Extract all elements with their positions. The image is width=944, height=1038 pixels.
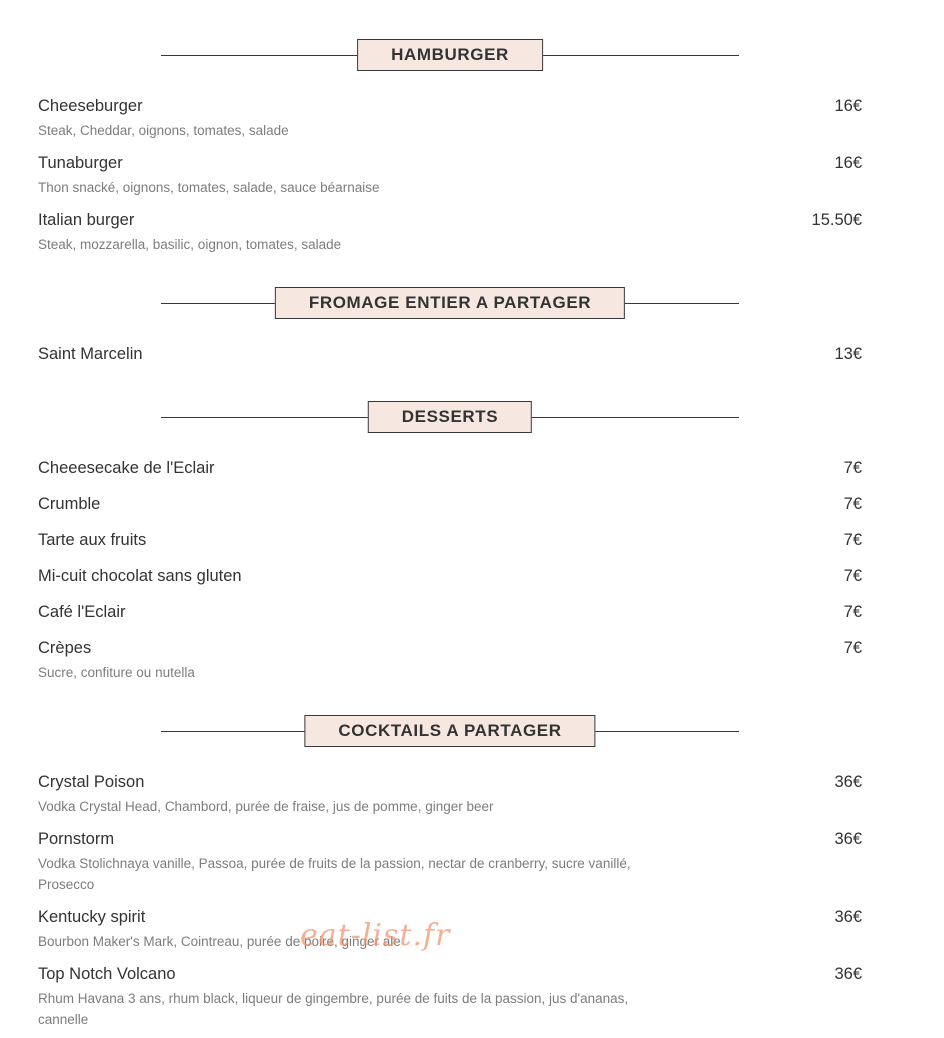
item-name: Tunaburger <box>38 154 123 172</box>
item-name: Crumble <box>38 495 101 513</box>
item-name: Italian burger <box>38 211 135 229</box>
item-description: Vodka Stolichnaya vanille, Passoa, purée de fruits de la passion, nectar de cranberry, sucre vanillé, Prosecco <box>38 856 631 892</box>
section-header-hamburger <box>161 39 739 71</box>
item-description: Steak, mozzarella, basilic, oignon, tomates, salade <box>38 237 342 252</box>
section-title: DESSERTS <box>368 401 532 433</box>
item-price: 7€ <box>843 531 862 549</box>
item-price: 36€ <box>834 965 862 983</box>
item-name: Café l'Eclair <box>38 603 126 621</box>
section-title: COCKTAILS A PARTAGER <box>304 715 595 747</box>
item-price: 15.50€ <box>811 211 862 229</box>
item-price: 7€ <box>843 459 862 477</box>
item-name: Kentucky spirit <box>38 908 146 926</box>
item-description: Vodka Crystal Head, Chambord, purée de fraise, jus de pomme, ginger beer <box>38 799 494 814</box>
item-name: Saint Marcelin <box>38 345 143 363</box>
item-description: Steak, Cheddar, oignons, tomates, salade <box>38 123 289 138</box>
section-title: HAMBURGER <box>357 39 543 71</box>
item-price: 13€ <box>834 345 862 363</box>
item-name: Cheeseburger <box>38 97 143 115</box>
item-price: 7€ <box>843 567 862 585</box>
item-price: 16€ <box>834 154 862 172</box>
item-price: 7€ <box>843 639 862 657</box>
section-header-desserts <box>161 401 739 433</box>
item-description: Rhum Havana 3 ans, rhum black, liqueur de gingembre, purée de fuits de la passion, jus d'ananas, cannelle <box>38 991 629 1027</box>
item-name: Crystal Poison <box>38 773 145 791</box>
item-description: Thon snacké, oignons, tomates, salade, sauce béarnaise <box>38 180 380 195</box>
item-description: Sucre, confiture ou nutella <box>38 665 195 680</box>
item-price: 7€ <box>843 495 862 513</box>
section-title: FROMAGE ENTIER A PARTAGER <box>275 287 625 319</box>
item-price: 36€ <box>834 908 862 926</box>
item-price: 36€ <box>834 830 862 848</box>
item-name: Crèpes <box>38 639 92 657</box>
item-price: 36€ <box>834 773 862 791</box>
item-name: Pornstorm <box>38 830 115 848</box>
watermark: eat-list.fr <box>300 918 451 953</box>
section-header-cocktails <box>161 715 739 747</box>
item-price: 16€ <box>834 97 862 115</box>
section-header-fromage <box>161 287 739 319</box>
item-name: Top Notch Volcano <box>38 965 176 983</box>
item-price: 7€ <box>843 603 862 621</box>
item-description: Bourbon Maker's Mark, Cointreau, purée de poire, ginger ale <box>38 934 401 949</box>
item-name: Cheeesecake de l'Eclair <box>38 459 215 477</box>
item-name: Tarte aux fruits <box>38 531 147 549</box>
item-name: Mi-cuit chocolat sans gluten <box>38 567 242 585</box>
